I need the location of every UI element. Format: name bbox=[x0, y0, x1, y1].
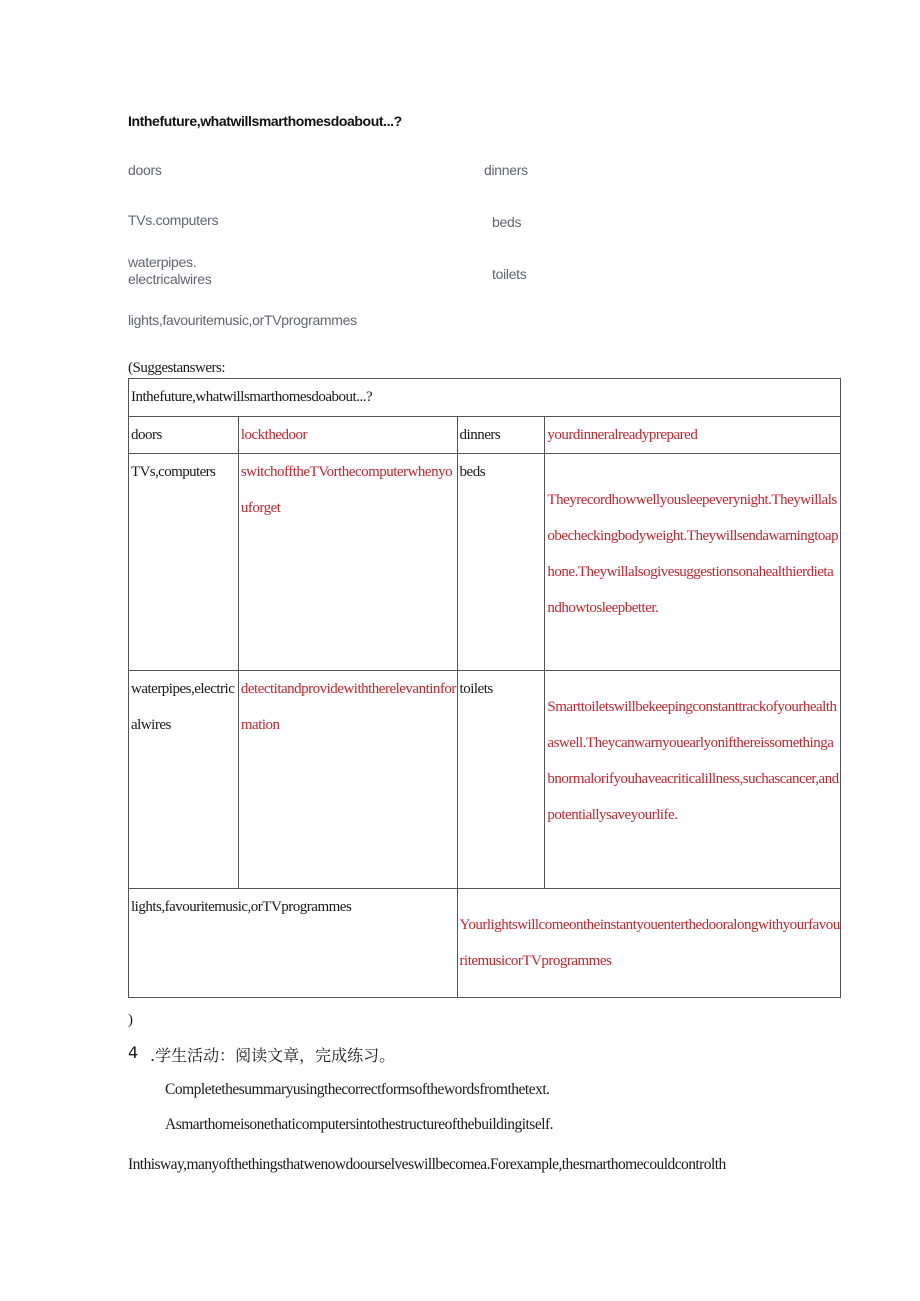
row-answer: detectitandprovidewiththerelevantinformation bbox=[238, 671, 457, 889]
row-answer: Theyrecordhowwellyousleepeverynight.Theywillalsobecheckingbodyweight.Theywillsendawarningtoaphone.Theywillalsogivesuggestionsonahealthierdietandhowtosleepbetter. bbox=[545, 454, 841, 671]
table-row bbox=[129, 454, 841, 671]
activity-label: .学生活动：阅读文章，完成练习。 bbox=[150, 1046, 396, 1065]
row-item: doors bbox=[129, 417, 239, 454]
topic-pipes-line1: waterpipes. bbox=[128, 254, 197, 270]
row-item: TVs,computers bbox=[129, 454, 239, 671]
summary-line-1: Asmarthomeisonethaticomputersintothestructureofthebuildingitself. bbox=[165, 1116, 554, 1133]
row-item: beds bbox=[457, 454, 545, 671]
question-heading: Inthefuture,whatwillsmarthomesdoabout...? bbox=[128, 113, 402, 129]
row-answer: lockthedoor bbox=[238, 417, 457, 454]
table-header-row bbox=[129, 379, 841, 417]
topic-dinners: dinners bbox=[484, 162, 528, 178]
table-row bbox=[129, 889, 841, 998]
row-item: lights,favouritemusic,orTVprogrammes bbox=[129, 889, 458, 998]
instruction-text: Completethesummaryusingthecorrectformsofthewordsfromthetext. bbox=[165, 1081, 550, 1098]
table-row bbox=[129, 671, 841, 889]
row-answer: yourdinneralreadyprepared bbox=[545, 417, 841, 454]
topic-beds: beds bbox=[492, 214, 522, 230]
topic-lights: lights,favouritemusic,orTVprogrammes bbox=[128, 312, 357, 328]
close-paren: ) bbox=[128, 1012, 133, 1028]
topic-tvs: TVs.computers bbox=[128, 212, 219, 228]
row-answer: YourlightswillcomeontheinstantyouenterthedooralongwithyourfavouritemusicorTVprogrammes bbox=[457, 889, 840, 998]
summary-line-2: Inthisway,manyofthethingsthatwenowdoourselveswillbecomea.Forexample,thesmarthomecouldcontrolth bbox=[128, 1156, 726, 1173]
table-row bbox=[129, 417, 841, 454]
row-answer: switchofftheTVorthecomputerwhenyouforget bbox=[238, 454, 457, 671]
row-item: toilets bbox=[457, 671, 545, 889]
answers-table bbox=[128, 378, 841, 998]
suggest-label: (Suggestanswers: bbox=[128, 360, 225, 376]
topic-doors: doors bbox=[128, 162, 162, 178]
topic-toilets: toilets bbox=[492, 266, 527, 282]
table-header: Inthefuture,whatwillsmarthomesdoabout...? bbox=[129, 379, 841, 417]
row-item: dinners bbox=[457, 417, 545, 454]
row-answer: Smarttoiletswillbekeepingconstanttrackofyourhealthaswell.Theycanwarnyouearlyonifthereissomethingabnormalorifyouhaveacriticalillness,suchascancer,andpotentiallysaveyourlife. bbox=[545, 671, 841, 889]
row-item: waterpipes,electricalwires bbox=[129, 671, 239, 889]
activity-number: 4 bbox=[128, 1043, 139, 1062]
topic-pipes-line2: electricalwires bbox=[128, 271, 212, 287]
